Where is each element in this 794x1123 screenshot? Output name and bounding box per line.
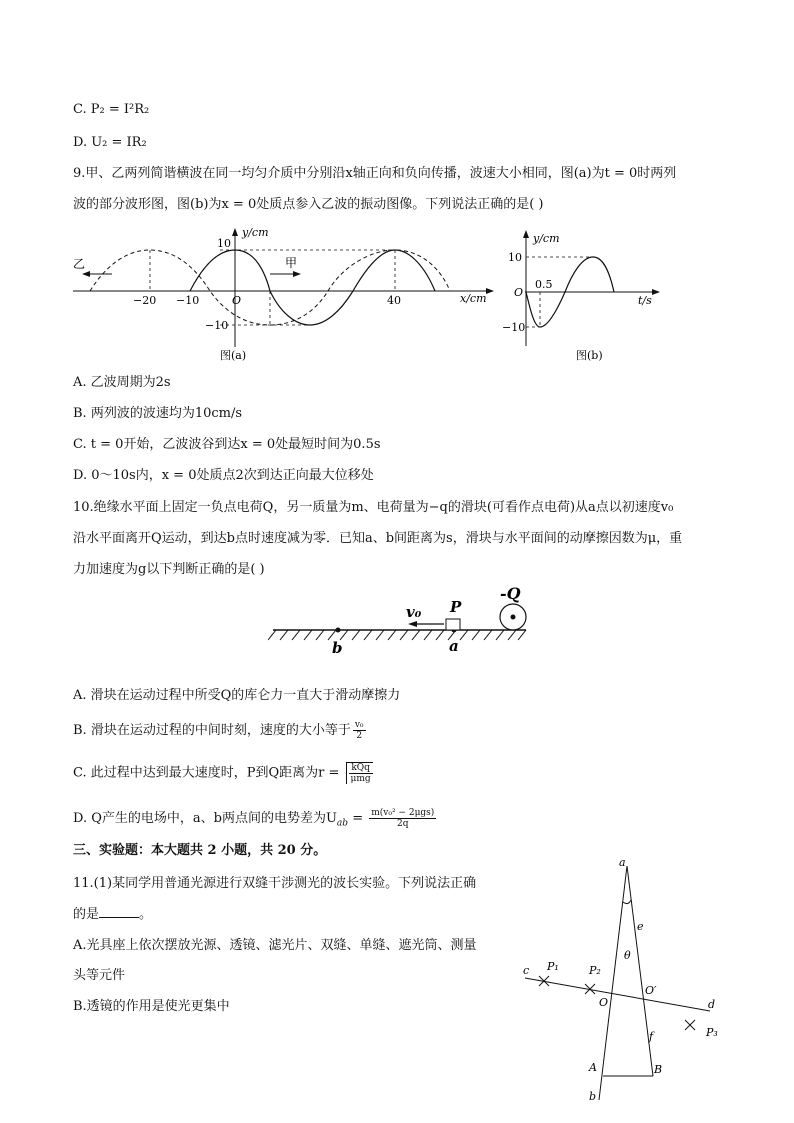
fig-b-caption: 图(b)	[576, 349, 603, 362]
q10-option-c-num: kQq	[349, 763, 373, 774]
q10-fig-charge: -Q	[500, 585, 521, 603]
fig-b-tick-m10: −10	[502, 321, 526, 334]
fig-a-tick-ym10: −10	[205, 319, 229, 332]
q11-option-a-line2: 头等元件	[73, 968, 126, 983]
q10-stem-line2: 沿水平面离开Q运动，到达b点时速度减为零．已知a、b间距离为s，滑块与水平面间的动摩擦因数为μ，重	[73, 531, 683, 546]
q10-fig-block: P	[450, 598, 462, 616]
q11-figure	[515, 852, 735, 1112]
fig-a-ylabel: y/cm	[242, 226, 269, 239]
fig11-label-b: b	[589, 1090, 597, 1103]
q10-option-d-fraction	[369, 808, 436, 829]
fig11-label-p1: P₁	[547, 960, 559, 973]
fig-a-tick-o: O	[232, 294, 242, 307]
fig11-label-d: d	[708, 998, 716, 1011]
fig-a-label-jia: 甲	[285, 256, 298, 270]
q10-option-b	[73, 720, 368, 741]
q11-line2	[73, 905, 152, 925]
q10-option-d-text: D. Q产生的电场中，a、b两点间的电势差为U	[73, 811, 337, 826]
q11-line2-prefix: 的是	[73, 907, 100, 922]
fig-a-caption: 图(a)	[220, 349, 247, 362]
section-heading: 三、实验题：本大题共 2 小题，共 20 分。	[73, 843, 327, 858]
option-c-prev: C. P₂ = I²R₂	[73, 102, 150, 117]
q9-option-d: D. 0～10s内，x = 0处质点2次到达正向最大位移处	[73, 468, 374, 483]
q10-fig-velocity: v₀	[406, 603, 422, 621]
q10-option-d-sub: ab	[336, 818, 349, 829]
fig-b-tick-o: O	[514, 286, 524, 299]
fig-a-label-yi: 乙	[73, 257, 86, 271]
q11-option-b: B.透镜的作用是使光更集中	[73, 999, 230, 1014]
q9-option-a: A. 乙波周期为2s	[73, 375, 171, 390]
q9-stem-line1: 9.甲、乙两列简谐横波在同一均匀介质中分别沿x轴正向和负向传播，波速大小相同，图(a)为t = 0时两列	[73, 166, 677, 181]
q10-option-d-den: 2q	[397, 819, 409, 829]
q9-option-c: C. t = 0开始，乙波波谷到达x = 0处最短时间为0.5s	[73, 437, 381, 452]
fig-b-tick-10: 10	[508, 251, 522, 264]
q10-fig-a: a	[449, 637, 459, 655]
fig11-label-e: e	[637, 920, 644, 933]
fig11-label-c: c	[523, 964, 530, 977]
q10-stem-line1: 10.绝缘水平面上固定一负点电荷Q，另一质量为m、电荷量为−q的滑块(可看作点电荷)从a点以初速度v₀	[73, 500, 674, 515]
q10-option-b-den: 2	[356, 731, 363, 741]
q10-stem-line3: 力加速度为g以下判断正确的是( )	[73, 562, 265, 577]
fig-b-ylabel: y/cm	[533, 232, 560, 245]
q9-figure-b	[500, 228, 670, 368]
fig11-label-B: B	[654, 1063, 663, 1076]
answer-blank[interactable]	[99, 905, 139, 918]
q10-option-b-fraction	[353, 720, 366, 741]
q10-option-b-text: B. 滑块在运动过程的中间时刻，速度的大小等于	[73, 723, 351, 738]
fig-b-tick-05: 0.5	[535, 278, 553, 291]
fig11-label-oprime: O′	[645, 984, 657, 997]
fig11-label-theta: θ	[624, 949, 631, 962]
fig11-label-p2: P₂	[589, 964, 601, 977]
fig11-label-a: a	[619, 856, 626, 869]
q10-option-d: D. Q产生的电场中，a、b两点间的电势差为$U_{ab}$ = $\frac{\text{m(v₀² − 2μgs)}}{2q}$	[73, 808, 435, 829]
q10-figure	[268, 585, 533, 655]
fig-a-tick-xm20: −20	[133, 294, 157, 307]
q10-fig-b: b	[332, 639, 343, 655]
q11-line1: 11.(1)某同学用普通光源进行双缝干涉测光的波长实验。下列说法正确	[73, 876, 477, 891]
fig-a-tick-xm10: −10	[176, 294, 200, 307]
q10-option-c-sqrt-fraction	[346, 762, 373, 784]
q10-option-b-num: v₀	[354, 720, 364, 730]
q10-option-c-den: μmg	[350, 774, 371, 784]
fig11-label-o: O	[599, 996, 609, 1009]
fig-b-xlabel: t/s	[638, 294, 652, 307]
fig11-label-A: A	[589, 1061, 597, 1074]
fig11-label-f: f	[649, 1030, 654, 1043]
fig-a-tick-x40: 40	[387, 294, 401, 307]
q9-option-b: B. 两列波的波速均为10cm/s	[73, 406, 243, 421]
q10-option-c	[73, 762, 375, 784]
q11-option-a-line1: A.光具座上依次摆放光源、透镜、滤光片、双缝、单缝、遮光筒、测量	[73, 938, 477, 953]
q11-line2-suffix: 。	[139, 907, 153, 922]
q10-option-d-num: m(v₀² − 2μgs)	[371, 808, 435, 818]
option-d-prev: D. U₂ = IR₂	[73, 135, 147, 150]
fig-a-tick-y10: 10	[217, 237, 231, 250]
q10-option-a: A. 滑块在运动过程中所受Q的库仑力一直大于滑动摩擦力	[73, 688, 401, 703]
fig11-label-p3: P₃	[706, 1026, 718, 1039]
q9-stem-line2: 波的部分波形图，图(b)为x = 0处质点参入乙波的振动图像。下列说法正确的是( )	[73, 197, 544, 212]
fig-a-xlabel: x/cm	[460, 292, 487, 305]
q10-option-c-text: C. 此过程中达到最大速度时，P到Q距离为r =	[73, 765, 344, 781]
q9-figure-a	[70, 222, 500, 367]
